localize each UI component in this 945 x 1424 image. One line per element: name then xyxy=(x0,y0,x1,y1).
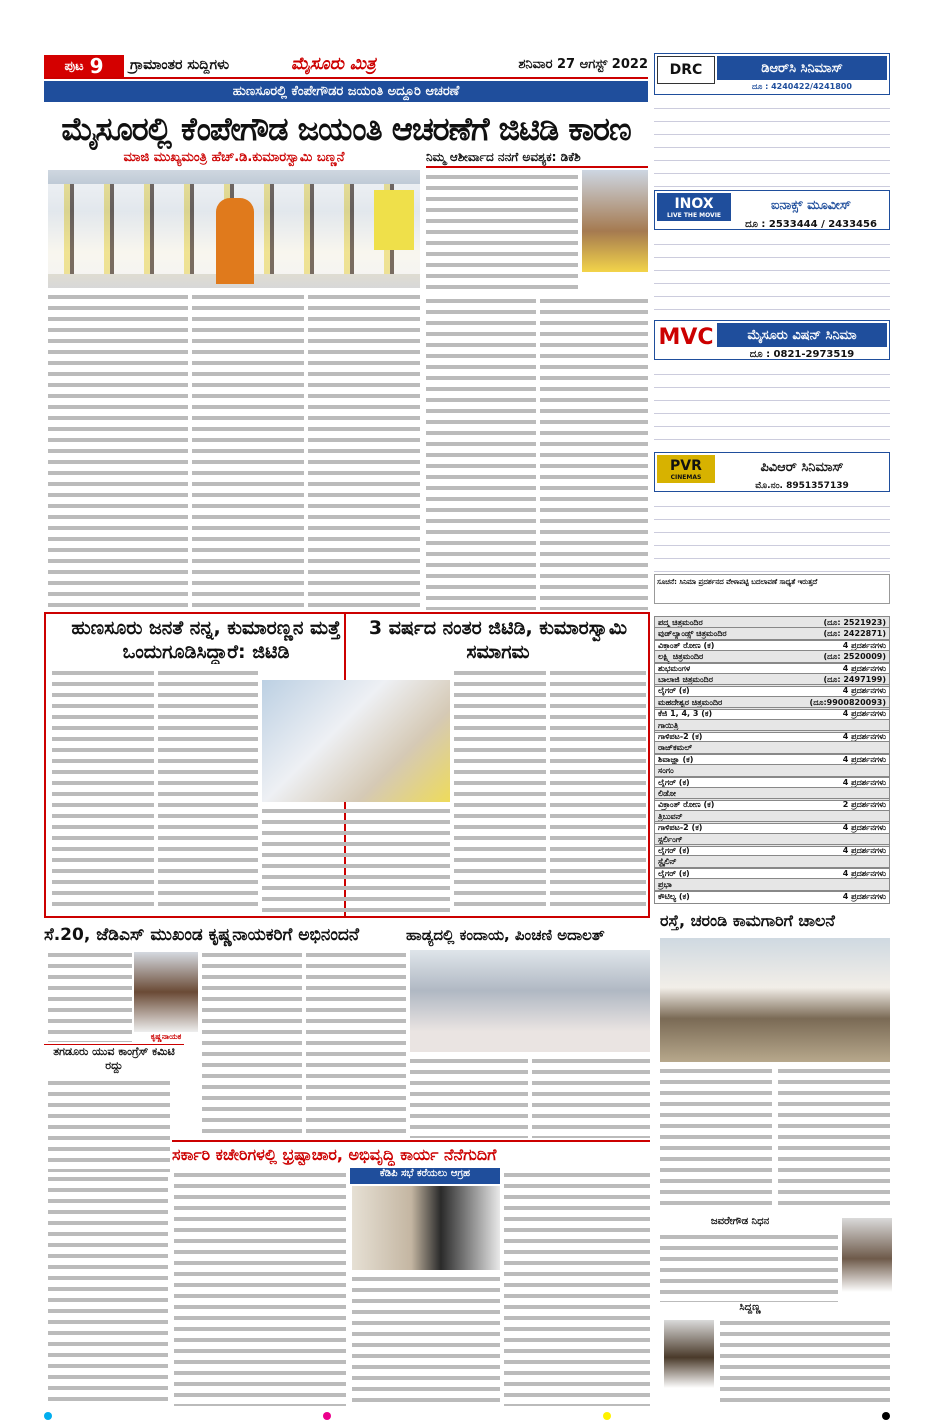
road-text-col-2 xyxy=(778,1066,890,1208)
theater-name: ಕೌಟಿಲ್ಯ (ಕ) xyxy=(658,891,690,901)
swamiji-figure xyxy=(216,198,254,284)
pvr-logo: PVR CINEMAS xyxy=(657,455,715,483)
theater-name: ಲೈಗರ್ (ಕ) xyxy=(658,846,690,855)
theater-info: 4 ಪ್ರದರ್ಶನಗಳು xyxy=(842,640,886,650)
registration-dot xyxy=(323,1412,331,1420)
s20-headline: ಸೆ.20, ಜೆಡಿಎಸ್ ಮುಖಂಡ ಕೃಷ್ಣನಾಯಕರಿಗೆ ಅಭಿನಂದನೆ xyxy=(44,925,360,945)
kdp-photo xyxy=(352,1186,500,1270)
lead-text-col-1 xyxy=(48,292,188,610)
theater-name: ಸ್ಟೈಲಿನ್ xyxy=(658,857,677,867)
theater-name: ಪ್ರಭಾ xyxy=(658,880,672,890)
theater-name: ಗಾಳಿಪಟ-2 (ಕ) xyxy=(658,823,703,833)
theater-name: ಲೈಗರ್ (ಕ) xyxy=(658,777,690,787)
tandur-text-col xyxy=(48,1078,170,1172)
theater-name: ಕೆಜಿ 1, 4, 3 (ಕ) xyxy=(658,709,713,719)
theater-name: ಶಿವಾಜ್ಞಾ (ಕ) xyxy=(658,754,694,764)
theater-name: ಗಾಯಿತ್ರಿ xyxy=(658,720,679,730)
theater-name: ಶುಭಮಂಗಳ xyxy=(658,663,691,673)
box-text-col-3 xyxy=(262,806,450,912)
mvc-listing xyxy=(654,362,890,450)
inox-phone: ದೂ : 2533444 / 2433456 xyxy=(745,219,877,230)
theater-info: 4 ಪ್ರದರ್ಶನಗಳು xyxy=(842,663,886,673)
mvc-title: ಮೈಸೂರು ವಿಷನ್ ಸಿನಿಮಾ xyxy=(717,323,887,347)
theater-info: 4 ಪ್ರದರ್ಶನಗಳು xyxy=(842,686,886,696)
lead-banner: ಹುಣಸೂರಲ್ಲಿ ಕೆಂಪೇಗೌಡರ ಜಯಂತಿ ಅದ್ದೂರಿ ಆಚರಣೆ xyxy=(44,81,648,102)
inox-logo: INOX LIVE THE MOVIE xyxy=(657,193,731,221)
side-story-headline: ನಿಮ್ಮ ಆಶೀರ್ವಾದ ನನಗೆ ಅವಶ್ಯಕ: ಡಿಕೆಶಿ xyxy=(426,150,648,168)
theater-info: 4 ಪ್ರದರ್ಶನಗಳು xyxy=(842,891,886,901)
issue-date: ಶನಿವಾರ 27 ಆಗಸ್ಟ್ 2022 xyxy=(518,57,648,72)
inox-header xyxy=(654,190,890,230)
pvr-phone: ಮೊ.ನಂ. 8951357139 xyxy=(755,481,849,491)
hadya-text-col-1 xyxy=(410,1056,528,1138)
theater-info: 4 ಪ್ರದರ್ಶನಗಳು xyxy=(842,777,886,787)
theater-name: ಪದ್ಮ ಚಿತ್ರಮಂದಿರ xyxy=(658,618,703,627)
obit-text-1 xyxy=(660,1232,838,1302)
corruption-text-col-3 xyxy=(504,1170,650,1406)
theater-name: ಬಾಲಾಜಿ ಚಿತ್ರಮಂದಿರ xyxy=(658,675,713,684)
drc-title: ಡಿಆರ್‌ಸಿ ಸಿನಿಮಾಸ್ xyxy=(717,56,887,80)
tandur-headline: ತಗಡೂರು ಯುವ ಕಾಂಗ್ರೆಸ್ ಕಮಿಟಿ ರದ್ದು xyxy=(44,1044,184,1076)
theater-info: 4 ಪ್ರದರ್ಶನಗಳು xyxy=(842,823,886,833)
inox-title: ಐನಾಕ್ಸ್ ಮೂವೀಸ್ xyxy=(771,197,851,213)
lead-photo xyxy=(48,170,420,288)
theater-name: ಲೈಗರ್ (ಕ) xyxy=(658,868,690,878)
inox-listing xyxy=(654,232,890,316)
registration-marks xyxy=(44,1412,890,1420)
obit-photo-1 xyxy=(842,1218,892,1292)
section-name: ಗ್ರಾಮಾಂತರ ಸುದ್ದಿಗಳು xyxy=(130,57,230,73)
road-headline: ರಸ್ತೆ, ಚರಂಡಿ ಕಾಮಗಾರಿಗೆ ಚಾಲನೆ xyxy=(660,911,835,930)
pvr-header xyxy=(654,452,890,492)
corruption-text-col-1 xyxy=(174,1170,346,1406)
hadya-text-col-2 xyxy=(532,1056,650,1138)
page-number: 9 xyxy=(89,54,104,78)
s20-text-col-2 xyxy=(202,950,302,1138)
theater-info: (ದೂ: 2521923) xyxy=(823,618,886,627)
theater-name: ಮಹದೇಶ್ವರ ಚಿತ್ರಮಂದಿರ xyxy=(658,697,723,707)
drc-phone: ದೂ : 4240422/4241800 xyxy=(752,82,852,91)
theater-info: 4 ಪ್ರದರ್ಶನಗಳು xyxy=(842,754,886,764)
page-header xyxy=(44,53,648,79)
page-number-tag xyxy=(44,55,124,77)
theater-info: (ದೂ: 2520009) xyxy=(823,652,886,662)
theater-info: (ದೂ: 2497199) xyxy=(823,675,886,684)
side-text-col-2 xyxy=(426,296,536,610)
s20-text-col-1 xyxy=(48,950,132,1042)
theater-info: 2 ಪ್ರದರ್ಶನಗಳು xyxy=(842,800,886,810)
pvr-title: ಪಿವಿಆರ್ ಸಿನಿಮಾಸ್ xyxy=(760,459,844,475)
theater-name: ರಾಜ್‌ಕಮಲ್ xyxy=(658,743,693,753)
party-flag xyxy=(374,190,414,250)
box-text-col-4 xyxy=(454,668,546,912)
mvc-phone: ದೂ : 0821-2973519 xyxy=(749,349,855,360)
theater-info: 4 ಪ್ರದರ್ಶನಗಳು xyxy=(842,846,886,855)
page-label: ಪುಟ xyxy=(64,58,84,74)
theater-info: 4 ಪ್ರದರ್ಶನಗಳು xyxy=(842,868,886,878)
lead-subhead: ಮಾಜಿ ಮುಖ್ಯಮಂತ್ರಿ ಹೆಚ್.ಡಿ.ಕುಮಾರಸ್ವಾಮಿ ಬಣ್ಣನೆ xyxy=(123,150,345,165)
theater-name: ವುಡ್‌ಲ್ಯಾಂಡ್ಸ್ ಚಿತ್ರಮಂದಿರ xyxy=(658,629,727,639)
theater-info: 4 ಪ್ರದರ್ಶನಗಳು xyxy=(842,732,886,741)
side-text-col-3 xyxy=(540,296,648,610)
box-text-col-5 xyxy=(550,668,646,912)
drc-logo: DRC xyxy=(657,56,715,84)
drc-header xyxy=(654,53,890,95)
theater-name: ಗಾಳಿಪಟ-2 (ಕ) xyxy=(658,732,703,741)
theater-info: (ದೂ:9900820093) xyxy=(809,697,886,707)
box-text-col-2 xyxy=(158,668,258,912)
box-left-headline: ಹುಣಸೂರು ಜನತೆ ನನ್ನ, ಕುಮಾರಣ್ಣನ ಮತ್ತೆ ಒಂದುಗೂಡಿಸಿದ್ದಾರೆ: ಜಿಟಿಡಿ xyxy=(71,617,341,663)
cinema-notice: ಸೂಚನೆ: ಸಿನಿಮಾ ಪ್ರದರ್ಶನದ ವೇಳಾಪಟ್ಟಿ ಬದಲಾವಣೆ ಸಾಧ್ಯತೆ ಇರುತ್ತದೆ xyxy=(654,574,890,604)
drc-listing xyxy=(654,96,890,188)
theater-name: ಸಂಗಂ xyxy=(658,766,674,776)
mvc-header xyxy=(654,320,890,360)
theater-name: ಲಿಡೋ xyxy=(658,789,676,798)
hadya-photo xyxy=(410,950,650,1052)
obit-headline: ಜವರೇಗೌಡ ನಿಧನ xyxy=(710,1216,770,1227)
obit2-name: ಸಿದ್ದಣ್ಣ xyxy=(739,1302,761,1313)
theater-name: ಸ್ಟರ್ಲಿಂಗ್ xyxy=(658,834,683,844)
road-photo xyxy=(660,938,890,1062)
theater-name: ಲಕ್ಷ್ಮಿ ಚಿತ್ರಮಂದಿರ xyxy=(658,652,704,662)
theater-info: 4 ಪ್ರದರ್ಶನಗಳು xyxy=(842,709,886,719)
pvr-listing xyxy=(654,494,890,572)
lead-text-col-2 xyxy=(192,292,304,610)
registration-dot xyxy=(882,1412,890,1420)
side-story-photo xyxy=(582,170,648,272)
corruption-headline: ಸರ್ಕಾರಿ ಕಚೇರಿಗಳಲ್ಲಿ ಭ್ರಷ್ಟಾಚಾರ, ಅಭಿವೃದ್ಧಿ ಕಾರ್ಯ ನೆನೆಗುದಿಗೆ xyxy=(172,1140,650,1166)
lead-text-col-3 xyxy=(308,292,420,610)
lead-headline: ಮೈಸೂರಲ್ಲಿ ಕೆಂಪೇಗೌಡ ಜಯಂತಿ ಆಚರಣೆಗೆ ಜಿಟಿಡಿ ಕಾರಣ xyxy=(61,110,631,148)
box-right-headline: 3 ವರ್ಷದ ನಂತರ ಜಿಟಿಡಿ, ಕುಮಾರಸ್ವಾಮಿ ಸಮಾಗಮ xyxy=(368,617,628,663)
registration-dot xyxy=(44,1412,52,1420)
kdp-subhead: ಕೆಡಿಪಿ ಸಭೆ ಕರೆಯಲು ಆಗ್ರಹ xyxy=(350,1168,500,1184)
mvc-logo: MVC xyxy=(658,324,714,350)
road-text-col-1 xyxy=(660,1066,772,1208)
corruption-text-col-2 xyxy=(352,1274,500,1406)
box-text-col-1 xyxy=(52,668,154,912)
obit-text-2 xyxy=(720,1318,890,1406)
s20-text-col-3 xyxy=(306,950,406,1138)
registration-dot xyxy=(603,1412,611,1420)
side-text-col-1 xyxy=(426,172,578,292)
hadya-headline: ಹಾಡ್ಯದಲ್ಲಿ ಕಂದಾಯ, ಪಿಂಚಣಿ ಅದಾಲತ್ xyxy=(406,926,605,944)
photo-caption: ಕೃಷ್ಣನಾಯಕ xyxy=(150,1032,182,1041)
theater-show-row xyxy=(654,890,890,904)
theater-name: ಲೈಗರ್ (ಕ) xyxy=(658,686,690,696)
obit-photo-2 xyxy=(664,1320,714,1388)
krishnanayaka-photo xyxy=(134,952,198,1032)
theater-name: ವಿಕ್ರಾಂತ್ ರೋಣ (ಕ) xyxy=(658,640,715,650)
theater-name: ವಿಕ್ರಾಂತ್ ರೋಣ (ಕ) xyxy=(658,800,715,810)
tandur-text-col-2 xyxy=(48,1174,168,1406)
masthead-logo: ಮೈಸೂರು ಮಿತ್ರ xyxy=(291,54,376,74)
theater-name: ತ್ರಿಬುವನ್ xyxy=(658,811,683,821)
theater-info: (ದೂ: 2422871) xyxy=(823,629,886,639)
box-photo xyxy=(262,680,450,802)
